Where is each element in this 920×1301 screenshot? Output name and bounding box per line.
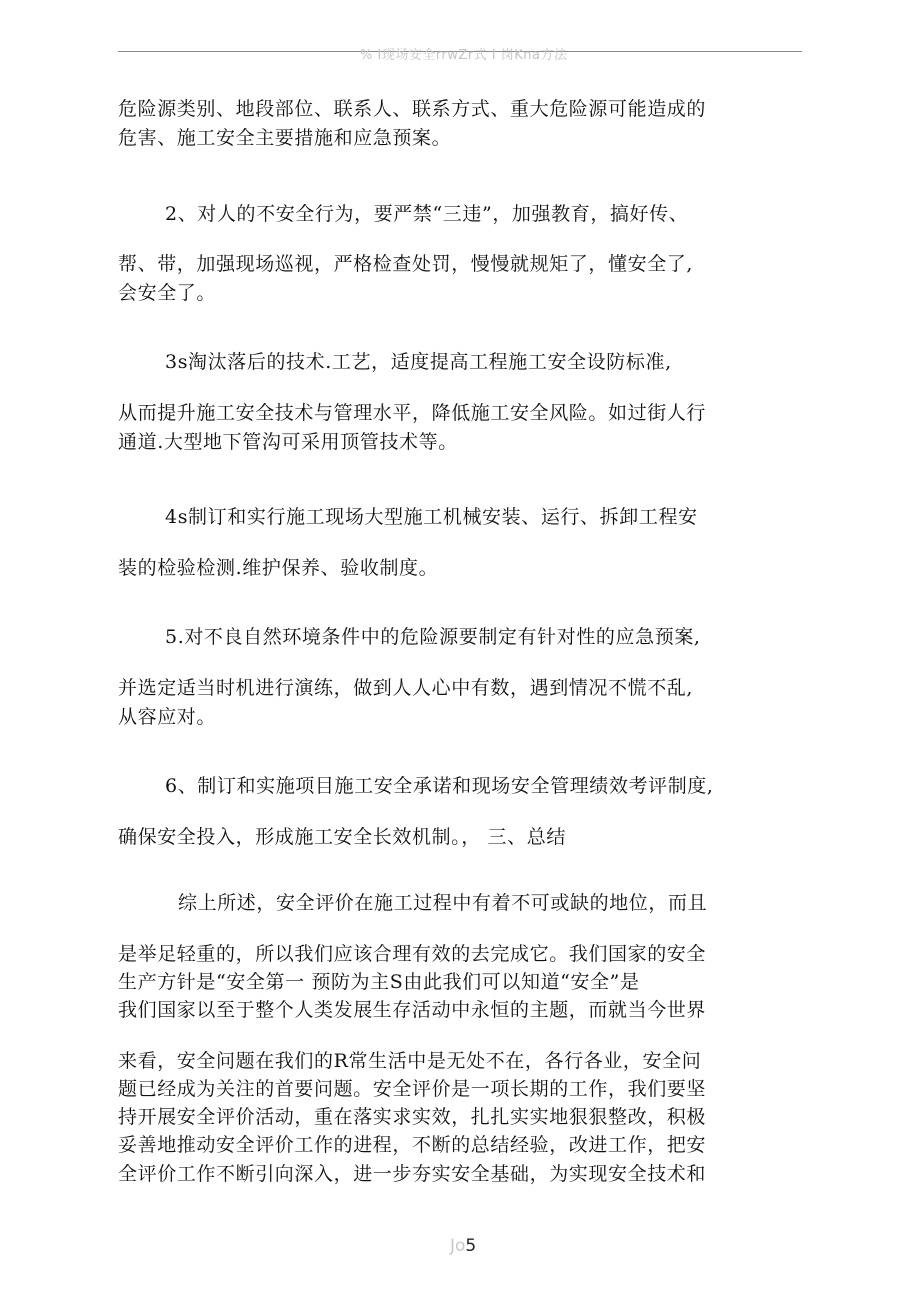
text-line: 5.对不良自然环境条件中的危险源要制定有针对性的应急预案, xyxy=(165,626,701,648)
text-line: 从而提升施工安全技术与管理水平，降低施工安全风险。如过街人行 xyxy=(118,402,707,424)
page-mark: o xyxy=(455,1236,466,1256)
text-line: 2、对人的不安全行为，要严禁“三违”，加强教育，搞好传、 xyxy=(165,203,689,225)
text-line: 题已经成为关注的首要问题。安全评价是一项长期的工作，我们要坚 xyxy=(118,1078,707,1100)
text-line: 从容应对。 xyxy=(118,706,217,728)
text-line: 综上所述，安全评价在施工过程中有着不可或缺的地位，而且 xyxy=(178,892,708,914)
text-line: 装的检验检测.维护保养、验收制度。 xyxy=(118,557,439,579)
text-line: 4s制订和实行施工现场大型施工机械安装、运行、拆卸工程安 xyxy=(165,506,698,528)
text-line: 会安全了。 xyxy=(118,282,217,304)
text-line: 6、制订和实施项目施工安全承诺和现场安全管理绩效考评制度, xyxy=(165,775,714,797)
text-line: 我们国家以至于整个人类发展生存活动中永恒的主题，而就当今世界 xyxy=(118,999,707,1021)
text-line: 持开展安全评价活动，重在落实求实效，扎扎实实地狠狠整改，积极 xyxy=(118,1106,707,1128)
text-line: 是举足轻重的，所以我们应该合理有效的去完成它。我们国家的安全 xyxy=(118,943,707,965)
page-number xyxy=(450,1236,476,1256)
text-line: 帮、带，加强现场巡视，严格检查处罚，慢慢就规矩了，懂安全了, xyxy=(118,253,694,275)
text-line: 来看，安全问题在我们的R常生活中是无处不在，各行各业，安全问 xyxy=(118,1050,702,1072)
text-line: 确保安全投入，形成施工安全长效机制。， 三、总结 xyxy=(118,826,566,848)
text-line: 3s淘汰落后的技术.工艺，适度提高工程施工安全设防标准, xyxy=(165,351,672,373)
running-header: % I现场安全rrwZr式 I 岗Kna方法 xyxy=(360,48,568,63)
text-line: 全评价工作不断引向深入，进一步夯实安全基础，为实现安全技术和 xyxy=(118,1163,707,1185)
text-line: 危害、施工安全主要措施和应急预案。 xyxy=(118,127,452,149)
text-line: 生产方针是“安全第一 预防为主S由此我们可以知道“安全”是 xyxy=(118,971,640,993)
text-line: 通道.大型地下管沟可采用顶管技术等。 xyxy=(118,431,458,453)
text-line: 危险源类别、地段部位、联系人、联系方式、重大危险源可能造成的 xyxy=(118,98,707,120)
page-number-value: 5 xyxy=(465,1236,477,1256)
page-prefix: J xyxy=(450,1236,456,1256)
text-line: 妥善地推动安全评价工作的进程，不断的总结经验，改进工作，把安 xyxy=(118,1134,707,1156)
text-line: 并选定适当时机进行演练，做到人人心中有数，遇到情况不慌不乱, xyxy=(118,677,694,699)
